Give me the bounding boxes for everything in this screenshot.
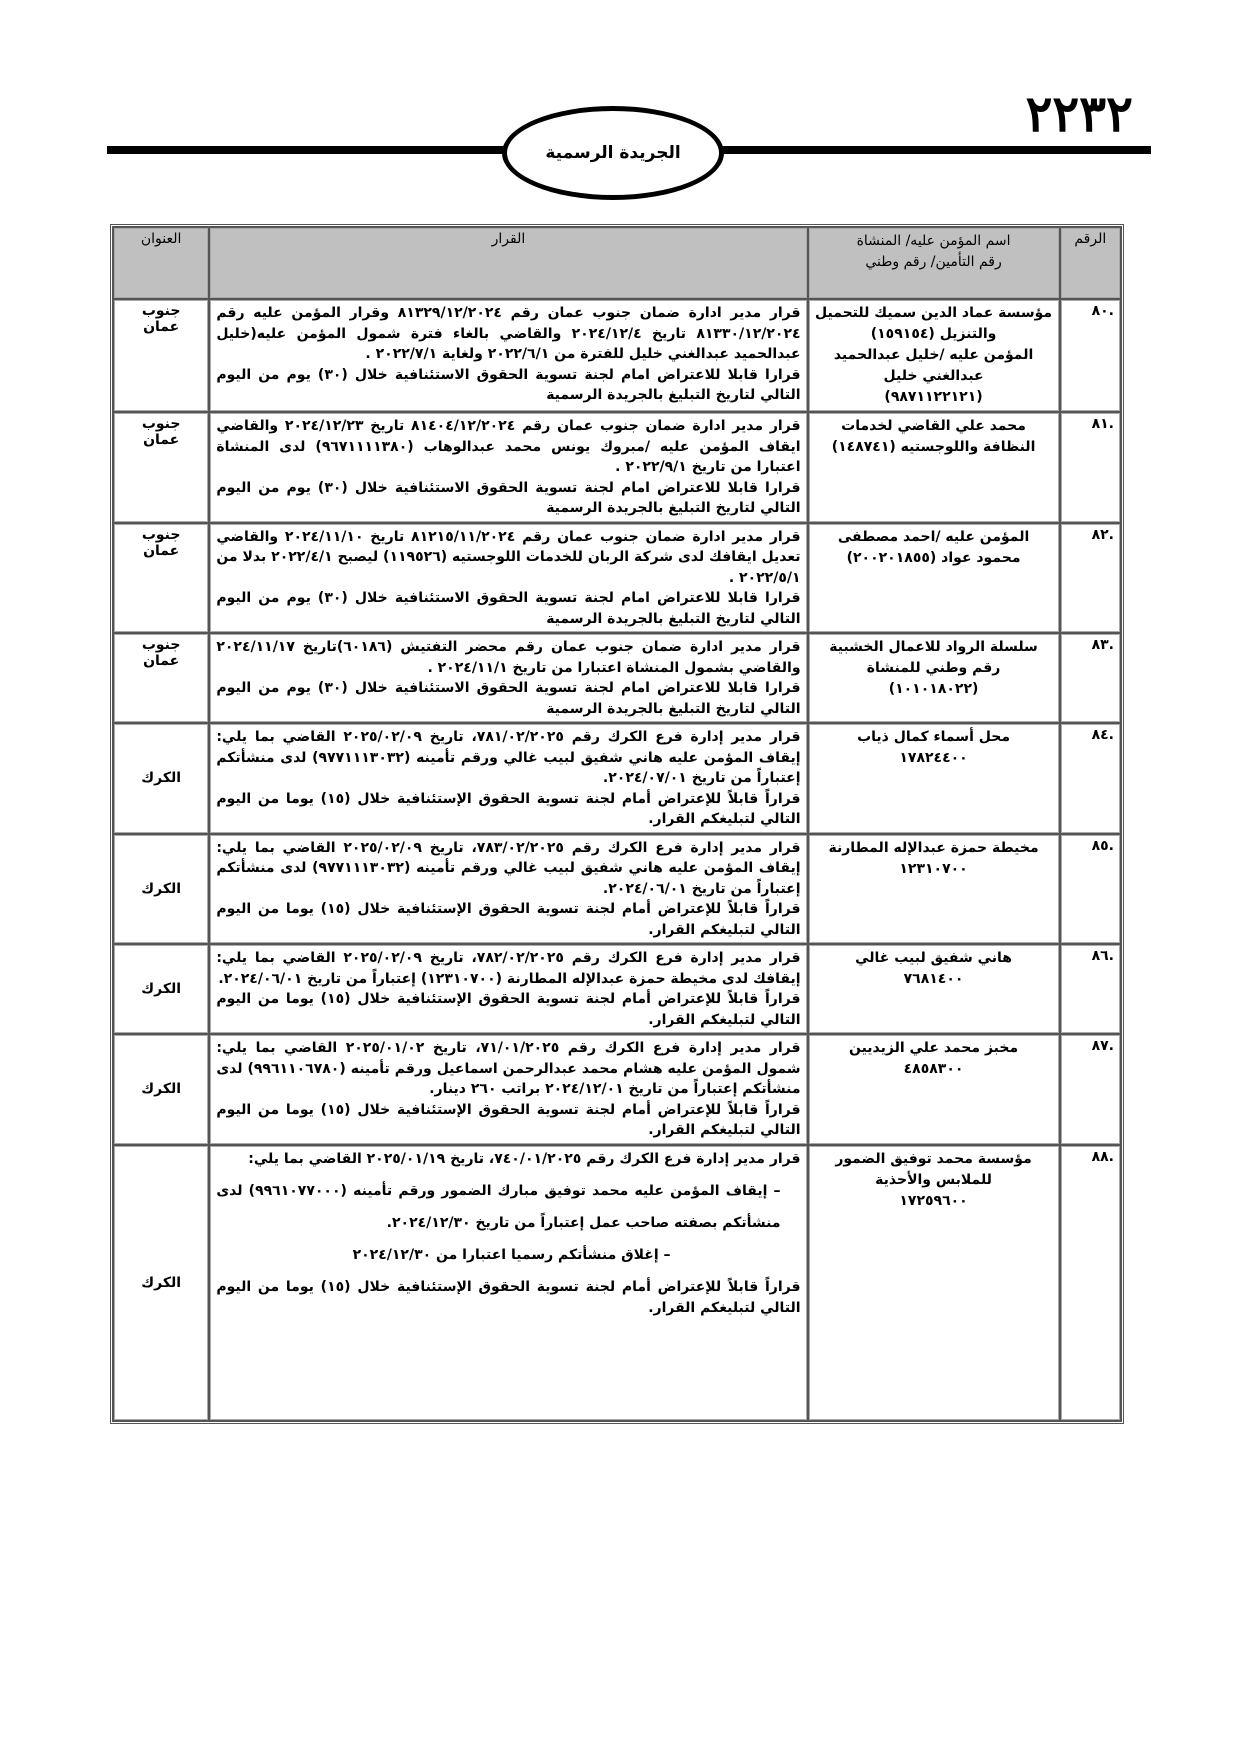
insured-name-line: ٧٦٨١٤٠٠: [903, 971, 964, 987]
decision-text: قرار مدير ادارة ضمان جنوب عمان رقم ٨١٤٠٤/١٢/٢٠٢٤ تاريخ ٢٠٢٤/١٢/٢٣ والقاضي ايقاف المؤمن عليه /مبروك يونس محمد عبدالوهاب (٩٦٧١١١١٣٨٠) لدى المنشاة اعتبارا من تاريخ ٢٠٢٢/٩/١ .: [216, 418, 801, 475]
decision-text: قرار مدير ادارة ضمان جنوب عمان رقم ٨١٣٢٩/١٢/٢٠٢٤ وقرار المؤمن عليه رقم ٨١٣٣٠/١٢/٢٠٢٤ تاريخ ٢٠٢٤/١٢/٤ والقاضي بالغاء فترة شمول المؤمن عليه(خليل عبدالحميد عبدالغني خليل للفترة من ٢٠٢٢/٦/١ ولغاية ٢٠٢٢/٧/١ .: [216, 305, 801, 362]
decision-cell: [209, 633, 807, 723]
appeal-notice: قرارا قابلا للاعتراض امام لجنة تسوية الحقوق الاستئنافية خلال (٣٠) يوم من اليوم التالي لتاريخ التبليغ بالجريدة الرسمية: [216, 366, 801, 403]
column-header-name: [808, 227, 1060, 299]
address-line: جنوب: [141, 526, 181, 543]
address-line: عمان: [143, 432, 180, 448]
gazette-title: الجريدة الرسمية: [545, 143, 681, 163]
column-header-number: الرقم: [1060, 227, 1121, 299]
page-number: ٢٢٣٢: [1025, 84, 1133, 143]
insured-name-cell: [808, 523, 1060, 634]
decision-text: قرار مدير ادارة ضمان جنوب عمان رقم محضر التفتيش (٦٠١٨٦)تاريخ ٢٠٢٤/١١/١٧ والقاضي بشمول المنشاة اعتبارا من تاريخ ٢٠٢٤/١١/١ .: [216, 639, 801, 676]
decision-cell: [209, 834, 807, 945]
table-row: [113, 633, 1121, 723]
table-row: [113, 834, 1121, 945]
decision-cell: [209, 299, 807, 412]
insured-name-line: مخبز محمد علي الزيديين: [848, 1040, 1019, 1056]
appeal-notice: قراراً قابلاً للإعتراض أمام لجنة تسوية الحقوق الإستئنافية خلال (١٥) يوما من اليوم التالي لتبليغكم القرار.: [216, 991, 801, 1028]
column-header-name-line2: رقم التأمين/ رقم وطني: [865, 254, 1002, 270]
address-line: الكرك: [141, 880, 182, 897]
address-line: الكرك: [141, 981, 182, 997]
insured-name-cell: [808, 412, 1060, 523]
address-cell: [113, 834, 209, 945]
insured-name-line: محمود عواد (٢٠٠٢٠١٨٥٥): [846, 549, 1021, 566]
row-number: .٨٤: [1060, 723, 1121, 834]
address-cell: [113, 299, 209, 412]
insured-name-line: والتنزيل (١٥٩١٥٤): [870, 326, 997, 342]
decisions-table: [110, 224, 1124, 1424]
address-line: جنوب: [141, 416, 181, 432]
address-line: جنوب: [141, 303, 181, 319]
address-cell: [113, 723, 209, 834]
insured-name-cell: [808, 1145, 1060, 1421]
insured-name-line: مخيطة حمزة عبدالإله المطارنة: [828, 839, 1039, 856]
decision-text: قرار مدير إدارة فرع الكرك رقم ٧٨٣/٠٢/٢٠٢٥، تاريخ ٢٠٢٥/٠٢/٠٩ القاضي بما يلي: إيقاف المؤمن عليه هاني شفيق لبيب غالي ورقم تأمينه (٩٧٧١١١٣٠٣٢) لدى منشأتكم إعتباراً من تاريخ ٢٠٢٤/٠٦/٠١.: [216, 839, 801, 897]
address-line: عمان: [143, 319, 180, 335]
address-line: عمان: [143, 542, 180, 559]
insured-name-line: رقم وطني للمنشاة: [866, 660, 1001, 676]
appeal-notice: قراراً قابلاً للإعتراض أمام لجنة تسوية الحقوق الإستئنافية خلال (١٥) يوما من اليوم التالي لتبليغكم القرار.: [216, 790, 801, 827]
address-cell: [113, 412, 209, 523]
address-line: الكرك: [141, 770, 182, 787]
insured-name-line: ١٧٢٥٩٦٠٠: [899, 1192, 968, 1209]
column-header-decision: القرار: [209, 227, 807, 299]
decision-bullet-item: – إغلاق منشأتكم رسميا اعتبارا من ٢٠٢٤/١٢/٣٠: [216, 1239, 780, 1271]
address-line: الكرك: [141, 1274, 182, 1291]
insured-name-cell: [808, 633, 1060, 723]
insured-name-line: النظافة واللوجستيه (١٤٨٧٤١): [831, 439, 1036, 455]
appeal-notice: قراراً قابلاً للإعتراض أمام لجنة تسوية الحقوق الإستئنافية خلال (١٥) يوما من اليوم التالي لتبليغكم القرار.: [216, 901, 801, 938]
decision-cell: [209, 1145, 807, 1421]
decision-text: قرار مدير إدارة فرع الكرك رقم ٧٨١/٠٢/٢٠٢٥، تاريخ ٢٠٢٥/٠٢/٠٩ القاضي بما يلي: إيقاف المؤمن عليه هاني شفيق لبيب غالي ورقم تأمينه (٩٧٧١١١٣٠٣٢) لدى منشأتكم إعتباراً من تاريخ ٢٠٢٤/٠٧/٠١.: [216, 729, 801, 786]
insured-name-cell: [808, 834, 1060, 945]
insured-name-line: عبدالغني خليل: [883, 368, 984, 384]
row-number: .٨٠: [1060, 299, 1121, 412]
address-line: عمان: [143, 653, 180, 669]
decision-bullet-item: – إيقاف المؤمن عليه محمد توفيق مبارك الضمور ورقم تأمينه (٩٩٦١٠٧٧٠٠٠) لدى منشأتكم بصفته صاحب عمل إعتباراً من تاريخ ٢٠٢٤/١٢/٣٠.: [216, 1175, 780, 1239]
appeal-notice: قراراً قابلاً للإعتراض أمام لجنة تسوية الحقوق الإستئنافية خلال (١٥) يوما من اليوم التالي لتبليغكم القرار.: [216, 1101, 801, 1138]
insured-name-cell: [808, 723, 1060, 834]
appeal-notice: قرارا قابلا للاعتراض امام لجنة تسوية الحقوق الاستئنافية خلال (٣٠) يوم من اليوم التالي لتاريخ التبليغ بالجريدة الرسمية: [216, 680, 801, 717]
insured-name-line: ١٧٨٢٤٤٠٠: [899, 750, 968, 766]
column-header-name-line1: اسم المؤمن عليه/ المنشاة: [856, 233, 1011, 249]
insured-name-line: سلسلة الرواد للاعمال الخشبية: [829, 639, 1038, 655]
address-cell: [113, 523, 209, 634]
row-number: .٨٣: [1060, 633, 1121, 723]
insured-name-line: مؤسسة عماد الدين سميك للتحميل: [814, 305, 1053, 321]
appeal-notice: قراراً قابلاً للإعتراض أمام لجنة تسوية الحقوق الإستئنافية خلال (١٥) يوما من اليوم التالي لتبليغكم القرار.: [216, 1279, 801, 1316]
address-cell: [113, 1034, 209, 1145]
decision-text: قرار مدير إدارة فرع الكرك رقم ٧٨٢/٠٢/٢٠٢٥، تاريخ ٢٠٢٥/٠٢/٠٩ القاضي بما يلي: إيقافك لدى مخيطة حمزة عبدالإله المطارنة (١٢٣١٠٧٠٠) إعتباراً من تاريخ ٢٠٢٤/٠٦/٠١.: [216, 950, 801, 987]
table-row: [113, 723, 1121, 834]
gazette-title-badge: [502, 106, 724, 200]
decision-cell: [209, 412, 807, 523]
insured-name-line: للملابس والأحذية: [875, 1171, 992, 1188]
appeal-notice: قرارا قابلا للاعتراض امام لجنة تسوية الحقوق الاستئنافية خلال (٣٠) يوم من اليوم التالي لتاريخ التبليغ بالجريدة الرسمية: [216, 479, 801, 516]
insured-name-line: (١٠١٠١٨٠٢٢): [888, 681, 979, 697]
table-header-row: [113, 227, 1121, 299]
row-number: .٨٥: [1060, 834, 1121, 945]
insured-name-cell: [808, 1034, 1060, 1145]
decision-text: قرار مدير ادارة ضمان جنوب عمان رقم ٨١٢١٥/١١/٢٠٢٤ تاريخ ٢٠٢٤/١١/١٠ والقاضي تعديل ايقافك لدى شركة الربان للخدمات اللوجستيه (١١٩٥٢٦) ليصبح ٢٠٢٢/٤/١ بدلا من ٢٠٢٢/٥/١ .: [216, 528, 801, 586]
table-row: [113, 1034, 1121, 1145]
table-row: [113, 412, 1121, 523]
insured-name-cell: [808, 299, 1060, 412]
row-number: .٨١: [1060, 412, 1121, 523]
insured-name-line: محل أسماء كمال ذياب: [857, 729, 1011, 745]
insured-name-line: المؤمن عليه /احمد مصطفى: [837, 528, 1030, 545]
decision-cell: [209, 944, 807, 1034]
decision-text: قرار مدير إدارة فرع الكرك رقم ٧١/٠١/٢٠٢٥، تاريخ ٢٠٢٥/٠١/٠٢ القاضي بما يلي: شمول المؤمن عليه هشام محمد عبدالرحمن اسماعيل ورقم تأمينه (٩٩٦١١٠٦٧٨٠) لدى منشأتكم إعتباراً من تاريخ ٢٠٢٤/١٢/٠١ براتب ٢٦٠ دينار.: [216, 1040, 801, 1097]
row-number: .٨٨: [1060, 1145, 1121, 1421]
insured-name-line: ٤٨٥٨٣٠٠: [903, 1061, 964, 1077]
table-row: [113, 523, 1121, 634]
address-line: الكرك: [141, 1081, 182, 1098]
insured-name-line: ١٢٣١٠٧٠٠: [899, 860, 968, 877]
insured-name-line: محمد علي القاضي لخدمات: [841, 418, 1026, 434]
table-row: [113, 299, 1121, 412]
row-number: .٨٧: [1060, 1034, 1121, 1145]
address-cell: [113, 633, 209, 723]
table-body: [113, 299, 1121, 1421]
decision-cell: [209, 723, 807, 834]
address-cell: [113, 944, 209, 1034]
decision-cell: [209, 1034, 807, 1145]
decision-bullet-list: [216, 1175, 800, 1271]
insured-name-line: هاني شفيق لبيب غالي: [855, 950, 1013, 966]
insured-name-cell: [808, 944, 1060, 1034]
address-cell: [113, 1145, 209, 1421]
table-row: [113, 944, 1121, 1034]
column-header-address: العنوان: [113, 227, 209, 299]
address-line: جنوب: [141, 637, 181, 653]
row-number: .٨٢: [1060, 523, 1121, 634]
appeal-notice: قرارا قابلا للاعتراض امام لجنة تسوية الحقوق الاستئنافية خلال (٣٠) يوم من اليوم التالي لتاريخ التبليغ بالجريدة الرسمية: [216, 590, 801, 627]
insured-name-line: المؤمن عليه /خليل عبدالحميد: [833, 347, 1034, 363]
insured-name-line: (٩٨٧١١٢٢١٢١): [884, 389, 983, 405]
insured-name-line: مؤسسة محمد توفيق الضمور: [835, 1150, 1032, 1167]
table-row: [113, 1145, 1121, 1421]
decision-text: قرار مدير إدارة فرع الكرك رقم ٧٤٠/٠١/٢٠٢٥، تاريخ ٢٠٢٥/٠١/١٩ القاضي بما يلي:: [248, 1150, 801, 1167]
row-number: .٨٦: [1060, 944, 1121, 1034]
decision-cell: [209, 523, 807, 634]
